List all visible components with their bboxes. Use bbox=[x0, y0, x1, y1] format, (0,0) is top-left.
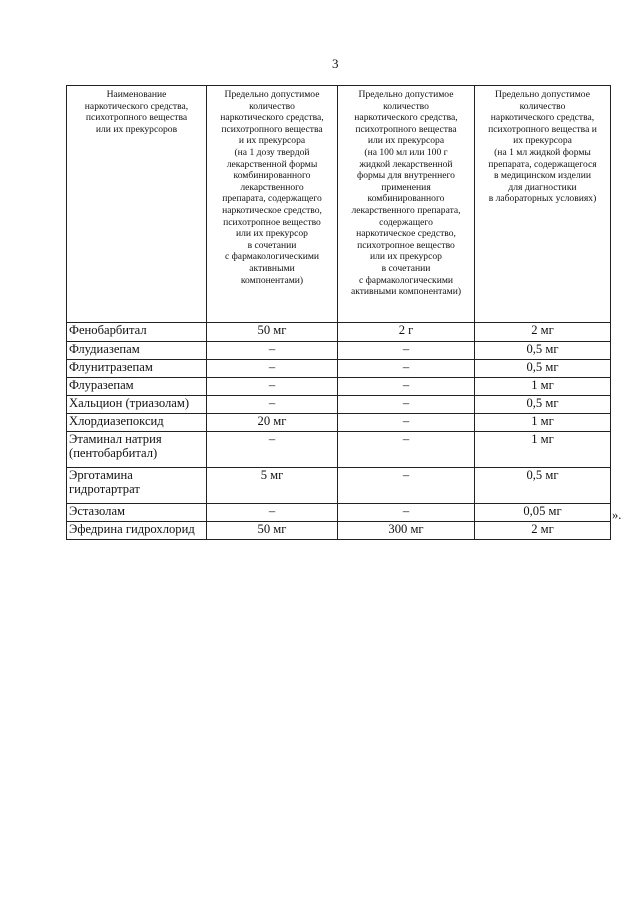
page-number: 3 bbox=[332, 56, 339, 71]
diagnostic-value: 0,5 мг bbox=[475, 468, 611, 504]
diagnostic-value: 0,5 мг bbox=[475, 396, 611, 414]
liquid-form-value: – bbox=[338, 504, 475, 522]
header-solid-dose-limit-text: Предельно допустимое количество наркотического средства, психотропного вещества и их прекурсора (на 1 дозу твердой лекарственной формы комбинированного лекарственного препарата, содержащего наркотическое средство, психотропное вещество или их прекурсор в сочетании с фармакологическими активными компонентами) bbox=[220, 89, 324, 286]
substance-name: Эстазолам bbox=[67, 504, 207, 522]
substance-name: Фенобарбитал bbox=[67, 323, 207, 342]
solid-dose-value: – bbox=[207, 396, 338, 414]
table-row bbox=[67, 504, 611, 522]
solid-dose-value: – bbox=[207, 342, 338, 360]
substance-name: Этаминал натрия (пентобарбитал) bbox=[67, 432, 207, 468]
table-row bbox=[67, 360, 611, 378]
table-row bbox=[67, 522, 611, 540]
solid-dose-value: – bbox=[207, 504, 338, 522]
table-row bbox=[67, 396, 611, 414]
header-solid-dose-limit bbox=[207, 86, 338, 323]
table-row bbox=[67, 378, 611, 396]
header-diagnostic-limit-text: Предельно допустимое количество наркотического средства, психотропного вещества и их прекурсора (на 1 мл жидкой формы препарата, содержащегося в медицинском изделии для диагностики в лабораторных условиях) bbox=[488, 89, 597, 205]
diagnostic-value: 1 мг bbox=[475, 378, 611, 396]
liquid-form-value: – bbox=[338, 342, 475, 360]
diagnostic-value: 0,5 мг bbox=[475, 342, 611, 360]
liquid-form-value: – bbox=[338, 378, 475, 396]
header-liquid-form-limit bbox=[338, 86, 475, 323]
header-diagnostic-limit bbox=[475, 86, 611, 323]
substance-limits-table bbox=[66, 85, 611, 540]
solid-dose-value: 50 мг bbox=[207, 323, 338, 342]
table-row bbox=[67, 414, 611, 432]
liquid-form-value: 2 г bbox=[338, 323, 475, 342]
substance-name: Хальцион (триазолам) bbox=[67, 396, 207, 414]
diagnostic-value: 0,05 мг bbox=[475, 504, 611, 522]
table-row bbox=[67, 323, 611, 342]
liquid-form-value: – bbox=[338, 360, 475, 378]
liquid-form-value: – bbox=[338, 414, 475, 432]
solid-dose-value: 50 мг bbox=[207, 522, 338, 540]
liquid-form-value: 300 мг bbox=[338, 522, 475, 540]
solid-dose-value: – bbox=[207, 378, 338, 396]
table-row bbox=[67, 432, 611, 468]
solid-dose-value: 5 мг bbox=[207, 468, 338, 504]
header-substance-name bbox=[67, 86, 207, 323]
diagnostic-value: 2 мг bbox=[475, 323, 611, 342]
diagnostic-value: 0,5 мг bbox=[475, 360, 611, 378]
table-row bbox=[67, 468, 611, 504]
table-row bbox=[67, 342, 611, 360]
solid-dose-value: – bbox=[207, 432, 338, 468]
substance-name: Флуразепам bbox=[67, 378, 207, 396]
solid-dose-value: – bbox=[207, 360, 338, 378]
table-header-row bbox=[67, 86, 611, 323]
diagnostic-value: 1 мг bbox=[475, 432, 611, 468]
liquid-form-value: – bbox=[338, 432, 475, 468]
liquid-form-value: – bbox=[338, 396, 475, 414]
header-liquid-form-limit-text: Предельно допустимое количество наркотического средства, психотропного вещества или их прекурсора (на 100 мл или 100 г жидкой лекарственной формы для внутреннего применения комбинированного лекарственного препарата, содержащего наркотическое средство, психотропное вещество или их прекурсор в сочетании с фармакологическими активными компонентами) bbox=[350, 89, 462, 298]
solid-dose-value: 20 мг bbox=[207, 414, 338, 432]
header-substance-name-text: Наименование наркотического средства, психотропного вещества или их прекурсоров bbox=[84, 89, 189, 135]
closing-quote: ». bbox=[612, 508, 622, 522]
liquid-form-value: – bbox=[338, 468, 475, 504]
substance-name: Флунитразепам bbox=[67, 360, 207, 378]
substance-name: Хлордиазепоксид bbox=[67, 414, 207, 432]
diagnostic-value: 1 мг bbox=[475, 414, 611, 432]
substance-name: Флудиазепам bbox=[67, 342, 207, 360]
diagnostic-value: 2 мг bbox=[475, 522, 611, 540]
substance-name: Эфедрина гидрохлорид bbox=[67, 522, 207, 540]
substance-name: Эрготамина гидротартрат bbox=[67, 468, 207, 504]
